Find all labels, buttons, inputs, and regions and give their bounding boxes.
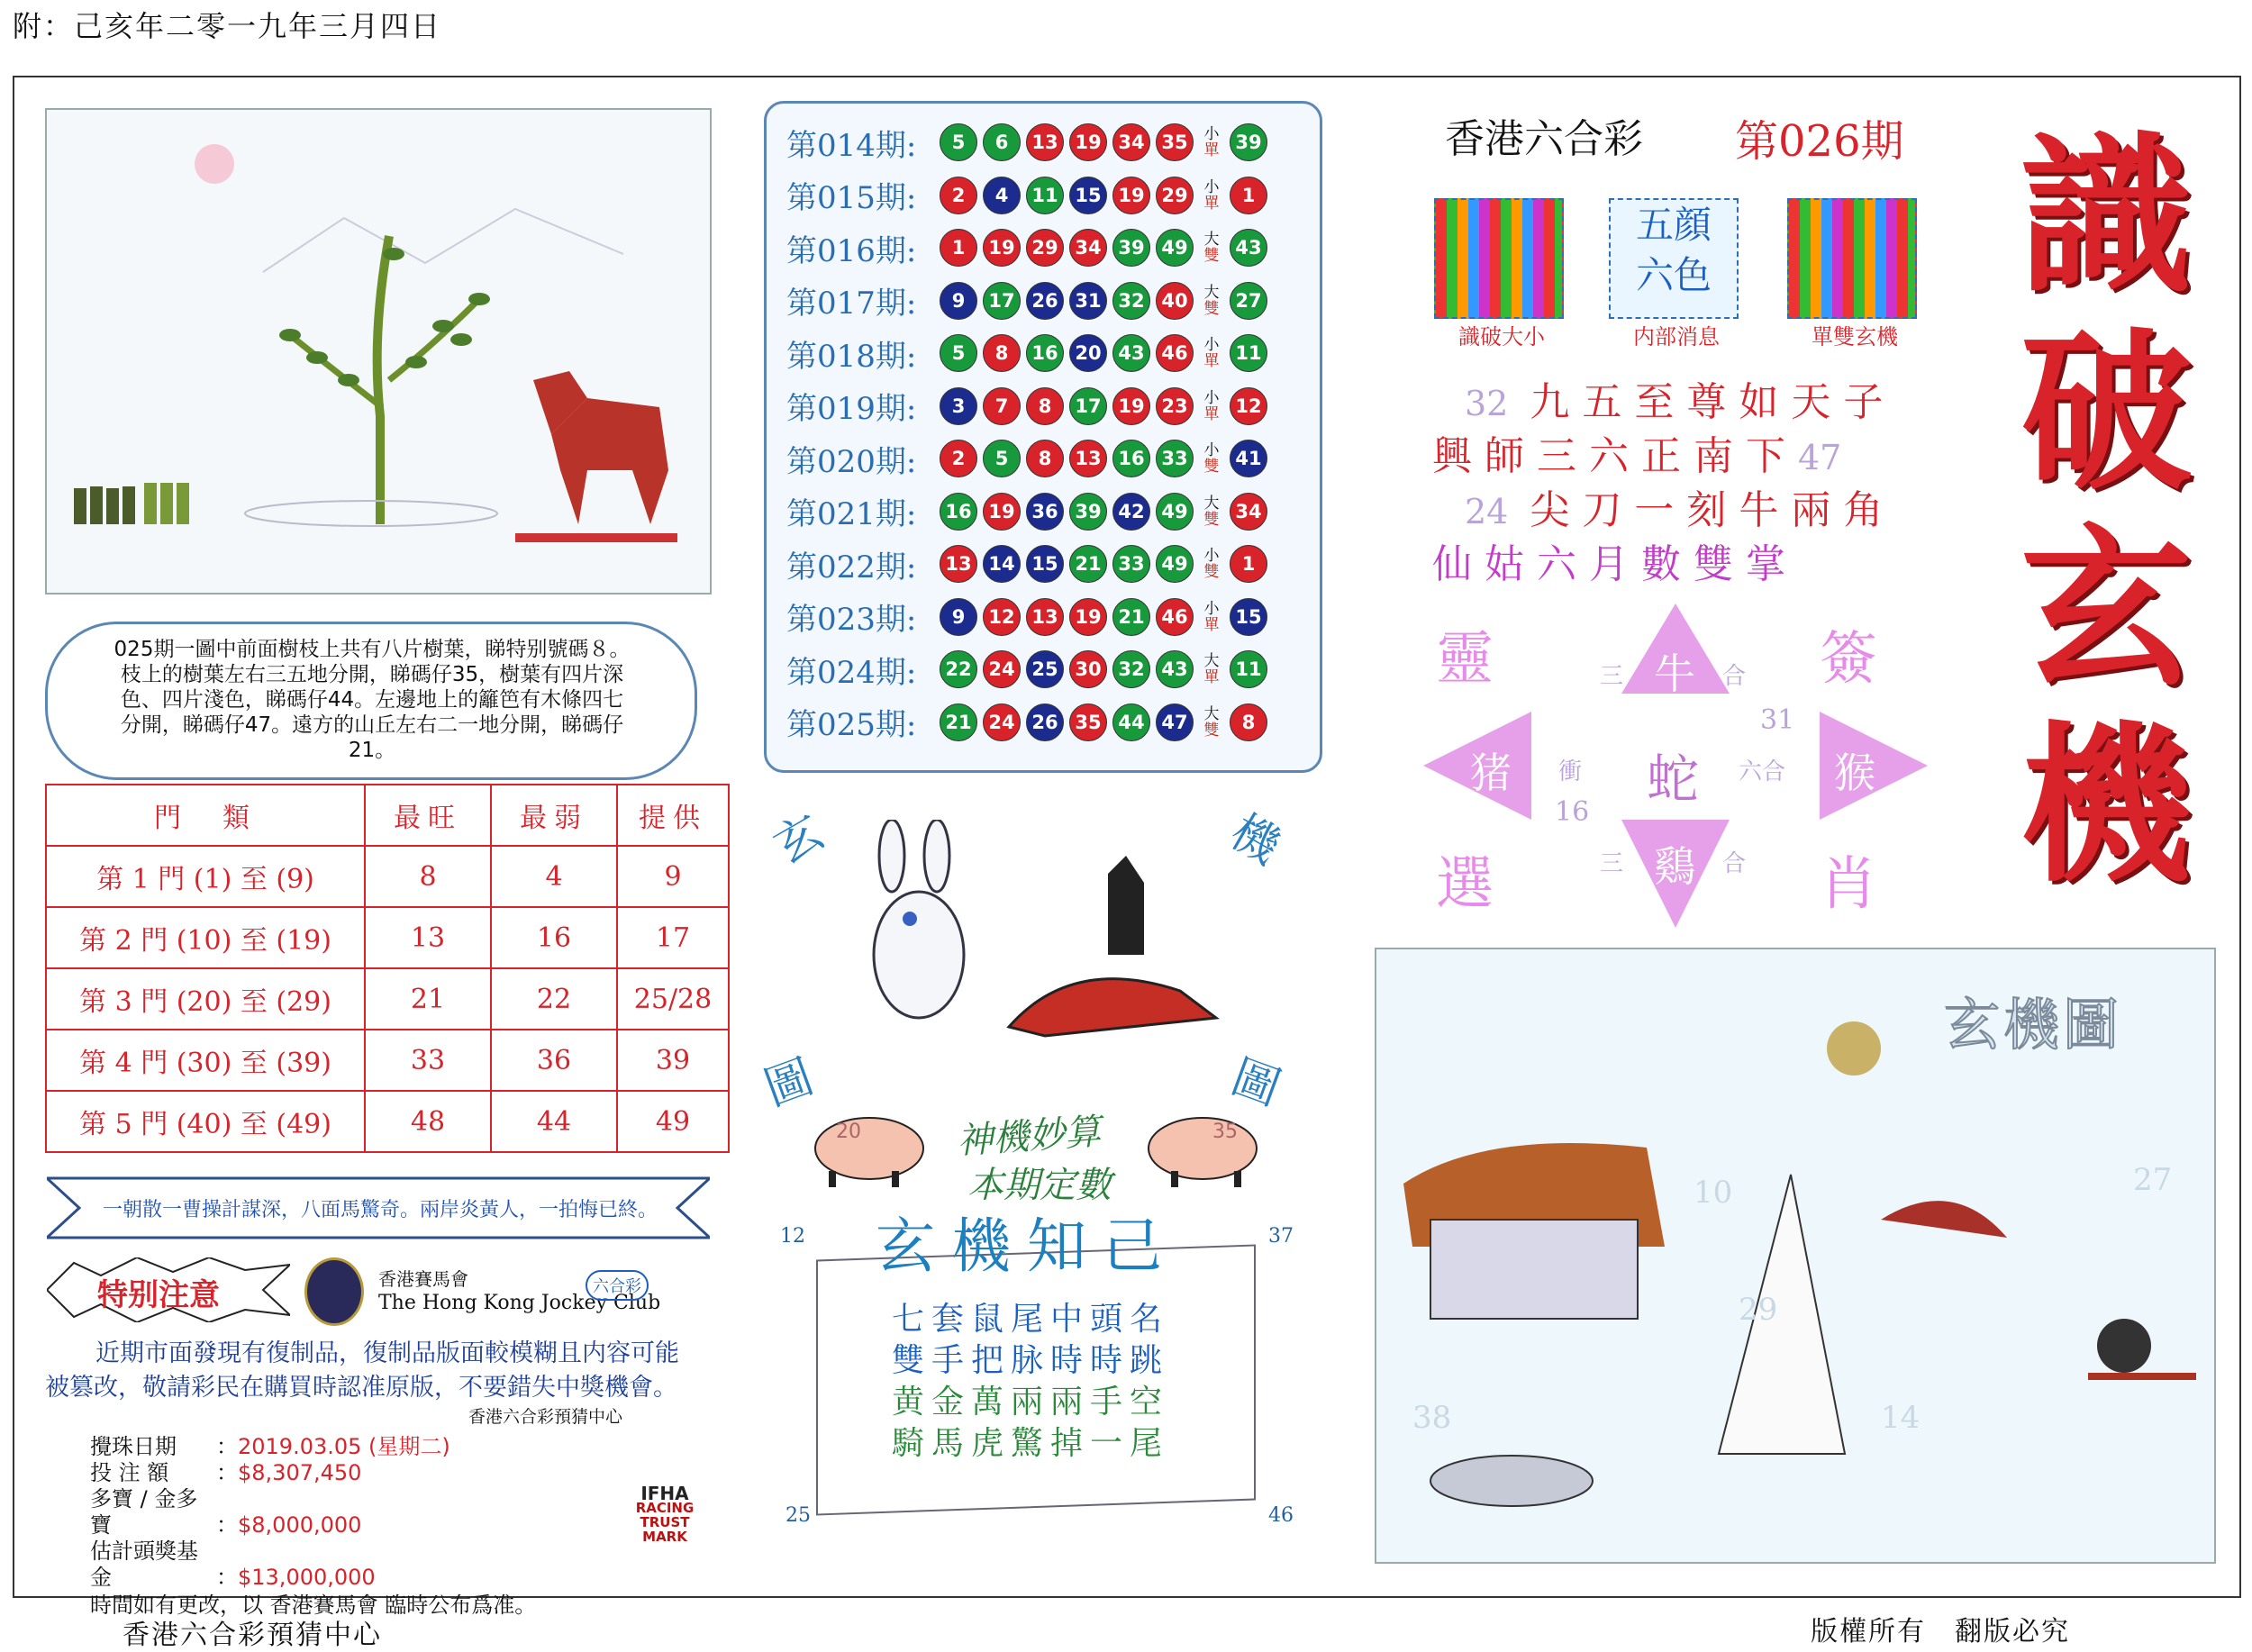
cell-cold: 4	[491, 846, 617, 907]
zodiac-top: 牛	[1654, 649, 1695, 698]
number-ball: 25	[1026, 650, 1064, 688]
corner-char-bl: 圖	[758, 1049, 821, 1117]
jackpot-value: $8,000,000	[238, 1512, 362, 1538]
ifha-text: IFHA	[640, 1483, 689, 1504]
prize-fund-value: $13,000,000	[238, 1565, 376, 1590]
scroll-poem	[892, 1299, 1216, 1465]
number-ball: 33	[1156, 440, 1194, 477]
special-number-ball: 11	[1230, 334, 1267, 372]
compass-corner: 靈	[1436, 626, 1494, 693]
number-ball: 31	[1069, 282, 1107, 320]
cell-hot: 13	[365, 907, 491, 968]
number-ball: 5	[940, 123, 977, 161]
notice-badge	[47, 1257, 290, 1322]
zodiac-bottom: 鷄	[1654, 842, 1695, 891]
hk-mark6-title: 香港六合彩	[1445, 116, 1643, 162]
number-ball: 21	[1069, 545, 1107, 583]
scroll-title: 玄機知己	[876, 1212, 1178, 1281]
slogan-line-2: 本期定數	[967, 1165, 1112, 1206]
draw-issue-label: 第021期:	[786, 496, 917, 532]
number-ball: 17	[983, 282, 1021, 320]
draw-issue-label: 第014期:	[786, 127, 917, 164]
number-ball: 17	[1069, 387, 1107, 425]
cell-hot: 33	[365, 1030, 491, 1091]
zodiac-compass	[1423, 604, 1964, 928]
number-ball: 15	[1026, 545, 1064, 583]
number-ball: 36	[1026, 493, 1064, 531]
door-stat-table	[45, 784, 730, 1153]
clue-text: 025期一圖中前面樹枝上共有八片樹葉，睇特别號碼８。枝上的樹葉左右三五地分開，睇碼仔35，樹葉有四片深色、四片淺色，睇碼仔44。左邊地上的籬笆有木條四七分開，睇碼仔47。遠方的山丘左右二一地分開，睇碼仔21。	[114, 638, 631, 762]
past-draws-panel	[764, 101, 1322, 773]
number-ball: 5	[983, 440, 1021, 477]
tree-horse-drawing	[47, 110, 710, 593]
corner-char-tr: 機	[1221, 804, 1289, 876]
number-ball: 8	[1026, 440, 1064, 477]
cell-door: 第 3 門 (20) 至 (29)	[46, 968, 365, 1030]
notice-badge-text: 特别注意	[97, 1277, 220, 1313]
cartoon-drawing	[838, 820, 1270, 1054]
number-ball: 24	[983, 703, 1021, 741]
number-ball: 13	[940, 545, 977, 583]
footer-right: 版權所有 翻版必究	[1811, 1616, 2070, 1647]
draw-row	[786, 171, 1273, 220]
draw-date-label: 攪珠日期	[90, 1434, 177, 1459]
compass-note: 三	[1600, 663, 1624, 690]
number-ball: 46	[1156, 334, 1194, 372]
number-ball: 33	[1112, 545, 1150, 583]
compass-note: 16	[1555, 796, 1590, 828]
number-ball: 2	[940, 177, 977, 214]
cell-door: 第 5 門 (40) 至 (49)	[46, 1091, 365, 1152]
poem-line	[1432, 423, 2009, 477]
draw-issue-label: 第020期:	[786, 443, 917, 480]
number-ball: 15	[1069, 177, 1107, 214]
size-parity-tag: 小 單	[1203, 388, 1220, 423]
cell-cold: 36	[491, 1030, 617, 1091]
scroll-line: 騎馬虎驚掉一尾	[892, 1425, 1170, 1462]
corner-char-tl: 玄	[765, 804, 833, 876]
number-ball: 19	[1069, 598, 1107, 636]
draw-info	[90, 1434, 577, 1619]
table-row	[46, 968, 729, 1030]
scene-number: 10	[1694, 1175, 1733, 1211]
draw-row	[786, 118, 1273, 167]
title-char: 玄	[2020, 508, 2192, 709]
cell-tip: 49	[617, 1091, 729, 1152]
scroll-line: 黄金萬兩兩手空	[892, 1384, 1170, 1421]
jockey-club-name: 香港賽馬會	[378, 1268, 468, 1290]
number-ball: 29	[1026, 229, 1064, 267]
mark6-logo: 六合彩	[586, 1270, 649, 1301]
draw-date-value: 2019.03.05 (星期二)	[238, 1434, 450, 1459]
title-char: 機	[2020, 704, 2192, 905]
qr-caption: 内部消息	[1633, 324, 1720, 349]
number-ball: 20	[1069, 334, 1107, 372]
number-ball: 21	[1112, 598, 1150, 636]
number-ball: 34	[1112, 123, 1150, 161]
size-parity-tag: 大 雙	[1203, 283, 1220, 318]
col-header-hot: 最旺	[365, 785, 491, 846]
number-ball: 39	[1069, 493, 1107, 531]
cell-hot: 21	[365, 968, 491, 1030]
number-ball: 35	[1156, 123, 1194, 161]
special-number-ball: 43	[1230, 229, 1267, 267]
ifha-trust: TRUST MARK	[640, 1514, 690, 1545]
jackpot-label: 多寶 / 金多寶	[90, 1486, 198, 1538]
scroll-line: 雙手把脉時時跳	[892, 1342, 1170, 1379]
table-row	[46, 846, 729, 907]
five-colors-line2: 六色	[1635, 253, 1712, 297]
zodiac-center: 蛇	[1647, 749, 1700, 810]
cell-tip: 39	[617, 1030, 729, 1091]
number-ball: 19	[983, 229, 1021, 267]
number-ball: 16	[1112, 440, 1150, 477]
number-ball: 13	[1026, 123, 1064, 161]
number-ball: 29	[1156, 177, 1194, 214]
number-ball: 9	[940, 282, 977, 320]
number-ball: 8	[983, 334, 1021, 372]
scene-number: 14	[1881, 1400, 1921, 1436]
compass-note: 衝	[1558, 758, 1583, 785]
qr-middle	[1609, 198, 1744, 350]
draw-row	[786, 487, 1273, 536]
title-char: 破	[2020, 312, 2192, 513]
number-ball: 26	[1026, 282, 1064, 320]
number-ball: 16	[940, 493, 977, 531]
col-header-cold: 最弱	[491, 785, 617, 846]
cell-door: 第 4 門 (30) 至 (39)	[46, 1030, 365, 1091]
scene-number: 38	[1412, 1400, 1452, 1436]
verse-banner	[47, 1171, 710, 1245]
special-number-ball: 41	[1230, 440, 1267, 477]
size-parity-tag: 小 雙	[1203, 547, 1220, 581]
draw-issue-label: 第024期:	[786, 654, 917, 691]
scene-number: 27	[2133, 1162, 2173, 1198]
size-parity-tag: 小 單	[1203, 336, 1220, 370]
number-ball: 21	[940, 703, 977, 741]
draw-row	[786, 329, 1273, 377]
slogan-line-1: 神機妙算	[955, 1111, 1103, 1163]
table-row	[46, 907, 729, 968]
clue-box	[45, 622, 697, 780]
compass-corner: 選	[1436, 851, 1494, 918]
draw-row	[786, 593, 1273, 641]
number-ball: 13	[1069, 440, 1107, 477]
draw-issue-label: 第023期:	[786, 602, 917, 638]
size-parity-tag: 小 單	[1203, 177, 1220, 213]
bird-num-tl: 12	[780, 1225, 805, 1248]
size-parity-tag: 大 單	[1203, 652, 1220, 686]
compass-note: 六合	[1739, 758, 1786, 785]
cell-hot: 8	[365, 846, 491, 907]
draw-issue-label: 第022期:	[786, 549, 917, 585]
number-ball: 44	[1112, 703, 1150, 741]
number-ball: 7	[983, 387, 1021, 425]
size-parity-tag: 小 雙	[1203, 441, 1220, 476]
pig-left-shape	[802, 1108, 937, 1189]
pig-right-number: 35	[1212, 1121, 1238, 1143]
number-ball: 22	[940, 650, 977, 688]
special-number-ball: 39	[1230, 123, 1267, 161]
pig-right	[1135, 1108, 1270, 1189]
bird-num-bl: 25	[785, 1504, 811, 1527]
draw-issue-label: 第019期:	[786, 391, 917, 427]
number-ball: 40	[1156, 282, 1194, 320]
issue-number: 第026期	[1735, 116, 1904, 167]
cell-tip: 9	[617, 846, 729, 907]
col-header-door: 門 類	[46, 785, 365, 846]
title-char: 識	[2020, 115, 2192, 316]
zodiac-right: 猴	[1834, 749, 1875, 797]
draw-row	[786, 382, 1273, 431]
number-ball: 8	[1026, 387, 1064, 425]
five-colors-box	[1609, 198, 1739, 319]
special-number-ball: 27	[1230, 282, 1267, 320]
qr-left	[1434, 198, 1569, 350]
draw-info-row: 攪珠日期 ：2019.03.05 (星期二)	[90, 1434, 450, 1459]
number-ball: 4	[983, 177, 1021, 214]
draw-issue-label: 第025期:	[786, 707, 917, 743]
cell-tip: 17	[617, 907, 729, 968]
poem-number: 32	[1465, 384, 1509, 423]
table-row	[46, 1030, 729, 1091]
draw-info-row: 多寶 / 金多寶 ：$8,000,000	[90, 1486, 362, 1538]
size-parity-tag: 大 雙	[1203, 231, 1220, 265]
special-number-ball: 15	[1230, 598, 1267, 636]
jockey-club-logo	[304, 1257, 364, 1326]
special-number-ball: 11	[1230, 650, 1267, 688]
number-ball: 39	[1112, 229, 1150, 267]
number-ball: 46	[1156, 598, 1194, 636]
cell-cold: 44	[491, 1091, 617, 1152]
number-ball: 14	[983, 545, 1021, 583]
number-ball: 19	[1069, 123, 1107, 161]
poem-text: 仙姑六月數雙掌	[1432, 541, 1798, 587]
rabbit-fox-illustration	[838, 820, 1270, 1054]
number-ball: 5	[940, 334, 977, 372]
number-ball: 32	[1112, 282, 1150, 320]
issue-date-note: 附：己亥年二零一九年三月四日	[13, 9, 442, 43]
poem-line	[1432, 369, 2009, 423]
number-ball: 16	[1026, 334, 1064, 372]
compass-corner: 簽	[1820, 626, 1877, 693]
poem-text: 九五至尊如天子	[1530, 379, 1896, 425]
tree-horse-illustration	[45, 108, 712, 595]
bet-amount-value: $8,307,450	[238, 1460, 362, 1485]
main-title	[2007, 115, 2205, 905]
number-ball: 19	[983, 493, 1021, 531]
poem-number: 24	[1465, 492, 1509, 531]
size-parity-tag: 小 單	[1203, 599, 1220, 634]
number-ball: 26	[1026, 703, 1064, 741]
poem-number: 47	[1798, 438, 1842, 477]
number-ball: 19	[1112, 387, 1150, 425]
xuanji-scene	[1375, 948, 2216, 1564]
poem-text: 尖刀一刻牛兩角	[1530, 487, 1896, 533]
table-row	[46, 1091, 729, 1152]
col-header-tip: 提供	[617, 785, 729, 846]
draw-issue-label: 第016期:	[786, 232, 917, 269]
cell-cold: 16	[491, 907, 617, 968]
number-ball: 49	[1156, 493, 1194, 531]
number-ball: 1	[940, 229, 977, 267]
cell-door: 第 2 門 (10) 至 (19)	[46, 907, 365, 968]
number-ball: 19	[1112, 177, 1150, 214]
compass-note: 合	[1722, 663, 1747, 690]
qr-caption: 單雙玄機	[1812, 324, 1898, 349]
draw-row	[786, 540, 1273, 588]
time-note: 時間如有更改，以 香港賽馬會 臨時公布爲准。	[90, 1593, 537, 1618]
five-colors-line1: 五顔	[1635, 203, 1712, 247]
pig-left	[802, 1108, 937, 1189]
jockey-club-en: The Hong Kong Jockey Club	[378, 1292, 661, 1314]
draw-info-row: 估計頭獎基金 ：$13,000,000	[90, 1539, 376, 1590]
verse-banner-text: 一朝散一曹操計謀深，八面馬驚奇。兩岸炎黃人，一拍悔已終。	[102, 1199, 658, 1221]
draw-row	[786, 645, 1273, 694]
number-ball: 9	[940, 598, 977, 636]
notice-body: 近期市面發現有復制品，復制品版面較模糊且内容可能被篡改，敬請彩民在購買時認准原版，不要錯失中獎機會。	[45, 1339, 679, 1402]
riddle-poem	[1432, 369, 2009, 585]
number-ball: 34	[1069, 229, 1107, 267]
number-ball: 30	[1069, 650, 1107, 688]
number-ball: 11	[1026, 177, 1064, 214]
bird-num-tr: 37	[1268, 1225, 1294, 1248]
number-ball: 12	[983, 598, 1021, 636]
bird-num-br: 46	[1268, 1504, 1294, 1527]
draw-row	[786, 277, 1273, 325]
draw-issue-label: 第015期:	[786, 180, 917, 216]
number-ball: 24	[983, 650, 1021, 688]
number-ball: 47	[1156, 703, 1194, 741]
poem-text: 興師三六正南下	[1432, 433, 1798, 479]
number-ball: 49	[1156, 229, 1194, 267]
number-ball: 23	[1156, 387, 1194, 425]
compass-note: 31	[1760, 704, 1795, 736]
ifha-trust-mark	[620, 1483, 710, 1545]
cell-door: 第 1 門 (1) 至 (9)	[46, 846, 365, 907]
qr-pattern	[1787, 198, 1917, 319]
qr-pattern	[1434, 198, 1564, 319]
compass-note: 三	[1600, 850, 1624, 877]
notice-sign: 香港六合彩預猜中心	[468, 1407, 623, 1427]
special-number-ball: 1	[1230, 545, 1267, 583]
number-ball: 35	[1069, 703, 1107, 741]
pig-right-shape	[1135, 1108, 1270, 1189]
cell-cold: 22	[491, 968, 617, 1030]
number-ball: 43	[1112, 334, 1150, 372]
xuanji-title: 玄機圖	[1944, 992, 2123, 1057]
compass-corner: 肖	[1820, 851, 1877, 918]
ifha-racing: RACING	[635, 1500, 695, 1516]
scene-drawing	[1376, 949, 2214, 1562]
qr-right	[1787, 198, 1922, 350]
special-number-ball: 34	[1230, 493, 1267, 531]
special-number-ball: 1	[1230, 177, 1267, 214]
special-number-ball: 12	[1230, 387, 1267, 425]
number-ball: 49	[1156, 545, 1194, 583]
table-header-row	[46, 785, 729, 846]
number-ball: 6	[983, 123, 1021, 161]
size-parity-tag: 小 單	[1203, 125, 1220, 159]
special-number-ball: 8	[1230, 703, 1267, 741]
poem-line	[1432, 477, 2009, 531]
scene-number: 29	[1739, 1292, 1778, 1328]
scroll-line: 七套鼠尾中頭名	[892, 1301, 1170, 1338]
draw-row	[786, 434, 1273, 483]
size-parity-tag: 大 雙	[1203, 704, 1220, 740]
number-ball: 43	[1156, 650, 1194, 688]
compass-note: 合	[1722, 850, 1747, 877]
cell-hot: 48	[365, 1091, 491, 1152]
zodiac-left: 猪	[1470, 749, 1512, 797]
draw-info-row: 投 注 額 ：$8,307,450	[90, 1460, 362, 1485]
number-ball: 2	[940, 440, 977, 477]
number-ball: 42	[1112, 493, 1150, 531]
footer-left: 香港六合彩預猜中心	[123, 1620, 382, 1651]
draw-issue-label: 第018期:	[786, 338, 917, 375]
number-ball: 32	[1112, 650, 1150, 688]
poem-line	[1432, 531, 2009, 585]
draw-issue-label: 第017期:	[786, 286, 917, 322]
prize-fund-label: 估計頭獎基金	[90, 1539, 198, 1590]
draw-row	[786, 698, 1273, 747]
size-parity-tag: 大 雙	[1203, 494, 1220, 529]
cell-tip: 25/28	[617, 968, 729, 1030]
pig-left-number: 20	[836, 1121, 861, 1143]
number-ball: 3	[940, 387, 977, 425]
number-ball: 13	[1026, 598, 1064, 636]
draw-row	[786, 223, 1273, 272]
qr-caption: 識破大小	[1458, 324, 1545, 349]
corner-char-br: 圖	[1224, 1049, 1287, 1117]
bet-amount-label: 投 注 額	[90, 1460, 169, 1485]
